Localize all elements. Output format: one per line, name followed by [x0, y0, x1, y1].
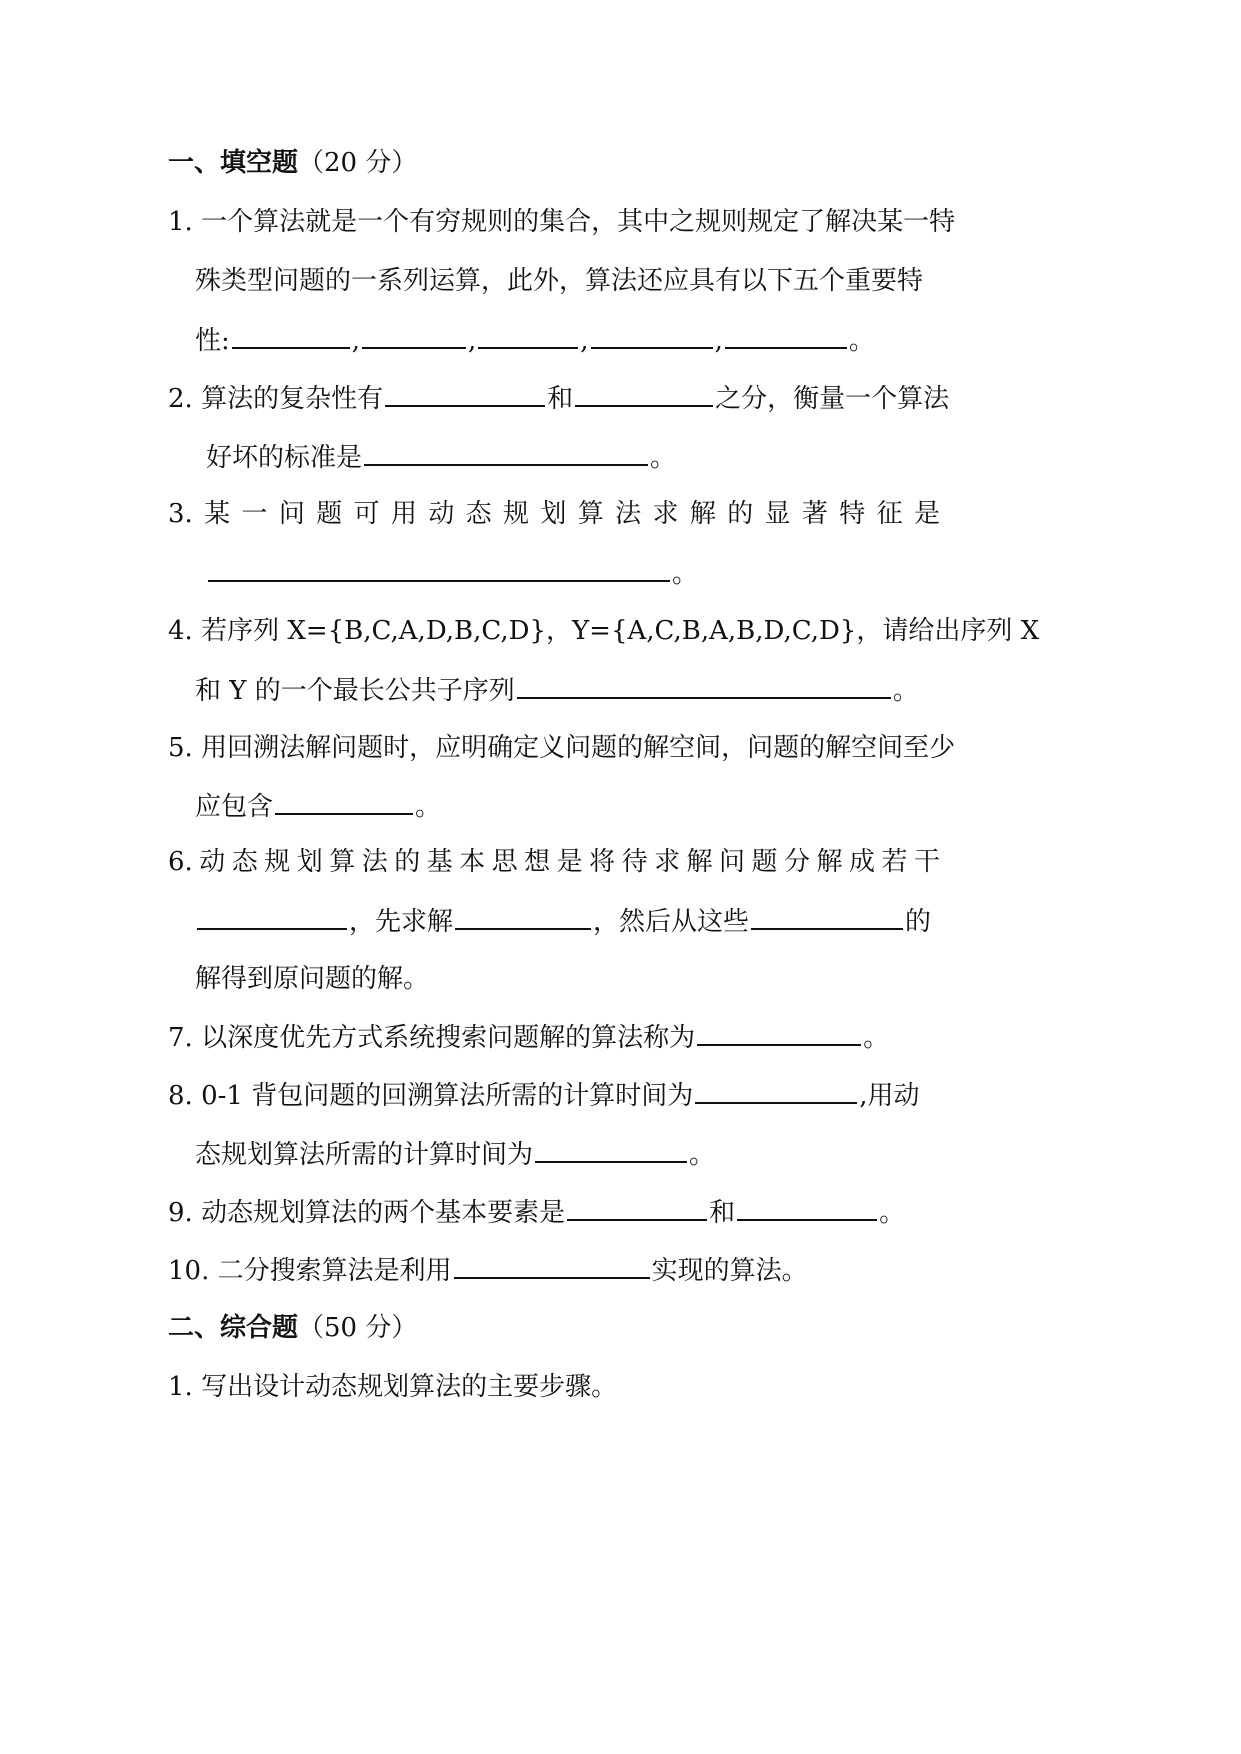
answer-blank[interactable] — [725, 323, 847, 349]
answer-blank[interactable] — [364, 440, 648, 466]
q8-line2-end: 。 — [689, 1140, 716, 1170]
answer-blank[interactable] — [751, 904, 903, 930]
q3-line1-char: 动 — [428, 499, 455, 529]
q8-line2 — [195, 1137, 715, 1172]
q2-line2-prefix: 好坏的标准是 — [206, 443, 363, 473]
q3-line1 — [168, 497, 940, 531]
q5-line2-end: 。 — [415, 792, 442, 822]
q4-line2 — [195, 673, 919, 708]
q6-line1-char: 解 — [816, 847, 843, 877]
q3-line1-char: 著 — [801, 499, 828, 529]
section-2-heading — [168, 1311, 417, 1345]
q3-line1-char: 是 — [913, 499, 940, 529]
q6-line1-char: 本 — [459, 847, 486, 877]
q6-line2-a: ，先求解 — [349, 907, 454, 937]
q6-line1-char: 成 — [848, 847, 875, 877]
q6-line1-char: 待 — [621, 847, 648, 877]
q2-line1 — [168, 381, 949, 416]
q3-line1-char: 用 — [390, 499, 417, 529]
q4-line1: 4. 若序列 X={B,C,A,D,B,C,D}，Y={A,C,B,A,B,D,C,D}，请给出序列 X — [168, 616, 1040, 646]
answer-blank[interactable] — [591, 323, 713, 349]
answer-blank[interactable] — [385, 381, 545, 407]
q1-line3-prefix: 性: — [195, 326, 230, 356]
q6-line1-char: 若 — [881, 847, 908, 877]
q6-line1-char: 的 — [394, 847, 421, 877]
q3-line1-char: 态 — [465, 499, 492, 529]
q6-line1-char: 是 — [556, 847, 583, 877]
q9-end: 。 — [879, 1198, 906, 1228]
q6-line1-char: 基 — [426, 847, 453, 877]
q3-line1-char: 3. — [168, 499, 193, 529]
q6-line2-c: 的 — [905, 907, 932, 937]
answer-blank[interactable] — [695, 1078, 857, 1104]
q3-line1-char: 征 — [876, 499, 903, 529]
q3-line2-end: 。 — [672, 559, 699, 589]
q9-mid: 和 — [709, 1198, 736, 1228]
q6-line1-char: 思 — [491, 847, 518, 877]
answer-blank[interactable] — [737, 1195, 877, 1221]
q6-line1-char: 规 — [264, 847, 291, 877]
q3-line1-char: 特 — [839, 499, 866, 529]
q6-line1-char: 题 — [751, 847, 778, 877]
q3-line1-char: 求 — [652, 499, 679, 529]
q7-prefix: 7. 以深度优先方式系统搜索问题解的算法称为 — [168, 1023, 696, 1053]
q2-line2 — [206, 440, 676, 475]
q9-prefix: 9. 动态规划算法的两个基本要素是 — [168, 1198, 566, 1228]
section-1-title: 一、填空题 — [168, 148, 299, 178]
q6-line1-char: 想 — [524, 847, 551, 877]
answer-blank[interactable] — [697, 1020, 861, 1046]
q9-line — [168, 1195, 905, 1230]
answer-blank[interactable] — [517, 673, 891, 699]
q6-line1-char: 6. — [168, 847, 193, 877]
q6-line1-char: 分 — [784, 847, 811, 877]
q10-line — [168, 1253, 808, 1288]
q4-line2-end: 。 — [892, 676, 919, 706]
q6-line2 — [195, 904, 931, 939]
q3-line1-char: 划 — [540, 499, 567, 529]
q2-line2-end: 。 — [650, 443, 677, 473]
answer-blank[interactable] — [535, 1137, 687, 1163]
q8-line1 — [168, 1078, 919, 1113]
q7-line — [168, 1020, 889, 1055]
q6-line1-char: 划 — [296, 847, 323, 877]
answer-blank[interactable] — [567, 1195, 707, 1221]
section-1-score: （20 分） — [298, 148, 418, 178]
q3-line1-char: 显 — [764, 499, 791, 529]
answer-blank[interactable] — [478, 323, 578, 349]
answer-blank[interactable] — [208, 556, 670, 582]
q3-line1-char: 解 — [689, 499, 716, 529]
q5-line2-prefix: 应包含 — [195, 792, 274, 822]
q7-end: 。 — [863, 1023, 890, 1053]
q1-line3-end: 。 — [848, 326, 875, 356]
section-2-title: 二、综合题 — [168, 1313, 299, 1343]
q3-line1-char: 算 — [577, 499, 604, 529]
q6-line1-char: 动 — [199, 847, 226, 877]
answer-blank[interactable] — [197, 904, 347, 930]
q2-line1-mid: 和 — [547, 384, 574, 414]
q8-line2-prefix: 态规划算法所需的计算时间为 — [195, 1140, 534, 1170]
q3-line2 — [206, 556, 698, 591]
q6-line1 — [168, 845, 940, 879]
s2-q1-line: 1. 写出设计动态规划算法的主要步骤。 — [168, 1372, 618, 1402]
q6-line1-char: 法 — [361, 847, 388, 877]
section-1-heading — [168, 146, 417, 180]
q3-line1-char: 题 — [316, 499, 343, 529]
q1-line1: 1. 一个算法就是一个有穷规则的集合，其中之规则规定了解决某一特 — [168, 207, 956, 237]
q1-line2: 殊类型问题的一系列运算，此外，算法还应具有以下五个重要特 — [195, 266, 924, 296]
q6-line1-char: 问 — [719, 847, 746, 877]
q3-line1-char: 可 — [353, 499, 380, 529]
q4-line2-prefix: 和 Y 的一个最长公共子序列 — [195, 676, 515, 706]
answer-blank[interactable] — [362, 323, 466, 349]
q1-line3: 性: , , , , 。 — [195, 323, 875, 358]
answer-blank[interactable] — [232, 323, 350, 349]
answer-blank[interactable] — [575, 381, 713, 407]
q3-line1-char: 的 — [727, 499, 754, 529]
q10-prefix: 10. 二分搜索算法是利用 — [168, 1256, 452, 1286]
answer-blank[interactable] — [275, 789, 413, 815]
q8-line1-prefix: 8. 0-1 背包问题的回溯算法所需的计算时间为 — [168, 1081, 694, 1111]
q6-line3: 解得到原问题的解。 — [195, 964, 430, 994]
q6-line1-char: 将 — [589, 847, 616, 877]
q3-line1-char: 某 — [204, 499, 231, 529]
q3-line1-char: 法 — [615, 499, 642, 529]
q6-line2-b: ，然后从这些 — [593, 907, 750, 937]
q6-line1-char: 态 — [231, 847, 258, 877]
q10-end: 实现的算法。 — [651, 1256, 808, 1286]
q6-line1-char: 求 — [654, 847, 681, 877]
q5-line1: 5. 用回溯法解问题时，应明确定义问题的解空间，问题的解空间至少 — [168, 733, 956, 763]
answer-blank[interactable] — [455, 904, 591, 930]
q5-line2 — [195, 789, 441, 824]
section-2-score: （50 分） — [298, 1313, 418, 1343]
q3-line1-char: 问 — [278, 499, 305, 529]
q3-line1-char: 规 — [503, 499, 530, 529]
q6-line1-char: 算 — [329, 847, 356, 877]
q2-line1-suffix: 之分，衡量一个算法 — [715, 384, 950, 414]
q3-line1-char: 一 — [241, 499, 268, 529]
answer-blank[interactable] — [454, 1253, 650, 1279]
q2-line1-prefix: 2. 算法的复杂性有 — [168, 384, 384, 414]
q6-line1-char: 解 — [686, 847, 713, 877]
q8-line1-suffix: ,用动 — [859, 1081, 920, 1111]
q6-line1-char: 干 — [913, 847, 940, 877]
